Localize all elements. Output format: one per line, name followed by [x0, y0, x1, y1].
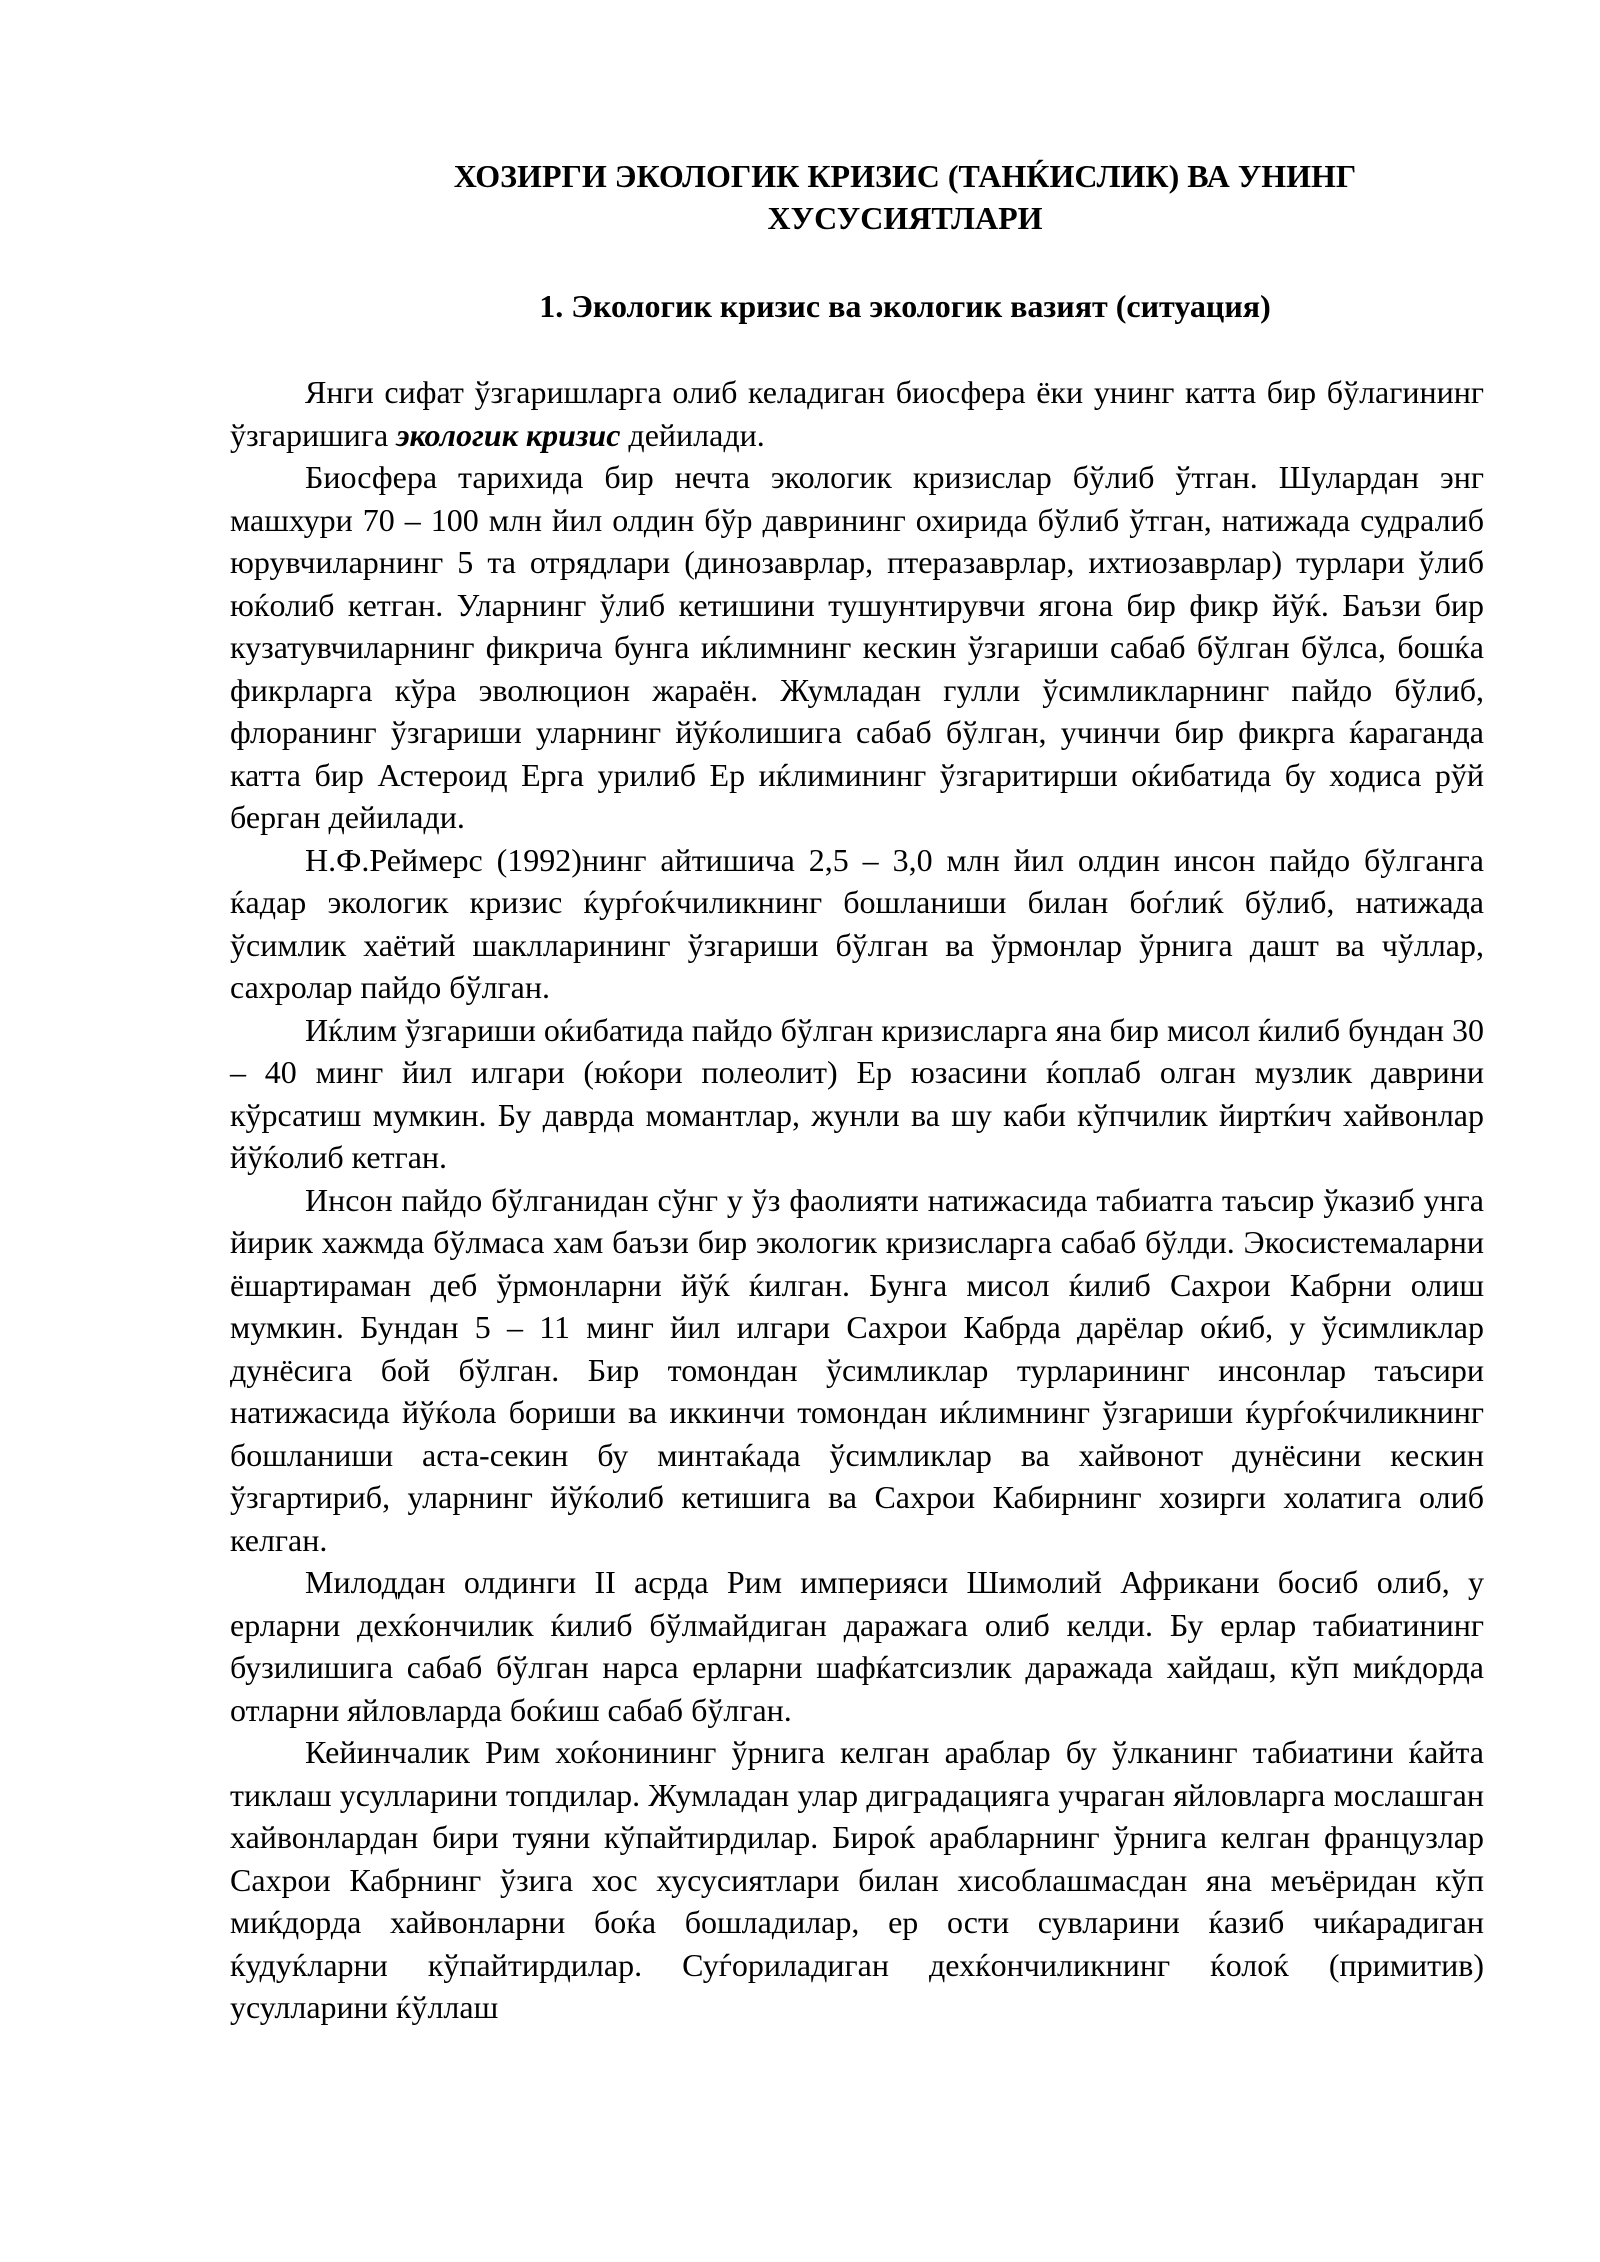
paragraph-1 — [230, 371, 1484, 456]
paragraph-6: Милоддан олдинги II асрда Рим империяси Шимолий Африкани босиб олиб, у ерларни дехќончилик ќилиб бўлмайдиган даражага олиб келди. Бу ерлар табиатининг бузилишига сабаб бўлган нарса ерларни шафќатсизлик даражада хайдаш, кўп миќдорда отларни яйловларда боќиш сабаб бўлган. — [230, 1564, 1484, 1728]
section-heading: 1. Экологик кризис ва экологик вазият (ситуация) — [539, 288, 1271, 324]
page-content — [230, 155, 1484, 2029]
paragraph-4: Иќлим ўзгариши оќибатида пайдо бўлган кризисларга яна бир мисол ќилиб бундан 30 – 40 минг йил илгари (юќори полеолит) Ер юзасини ќоплаб олган музлик даврини кўрсатиш мумкин. Бу даврда момантлар, жунли ва шу каби кўпчилик йиртќич хайвонлар йўќолиб кетган. — [230, 1011, 1484, 1175]
paragraph-5: Инсон пайдо бўлганидан сўнг у ўз фаолияти натижасида табиатга таъсир ўказиб унга йирик хажмда бўлмаса хам баъзи бир экологик кризисларга сабаб бўлди. Экосистемаларни ёшартираман деб ўрмонларни йўќ ќилган. Бунга мисол ќилиб Сахрои Кабрни олиш мумкин. Бундан 5 – 11 минг йил илгари Сахрои Кабрда дарёлар оќиб, у ўсимликлар дунёсига бой бўлган. Бир томондан ўсимликлар турларининг инсонлар таъсири натижасида йўќола бориши ва иккинчи томондан иќлимнинг ўзгариши ќурѓоќчиликнинг бошланиши аста-секин бу минтаќада ўсимликлар ва хайвонот дунёсини кескин ўзгартириб, уларнинг йўќолиб кетишига ва Сахрои Кабирнинг хозирги холатига олиб келган. — [230, 1181, 1484, 1558]
paragraph-2: Биосфера тарихида бир нечта экологик кризислар бўлиб ўтган. Шулардан энг машхури 70 – 100 млн йил олдин бўр даврининг охирида бўлиб ўтган, натижада судралиб юрувчиларнинг 5 та отрядлари (динозаврлар, птеразаврлар, ихтиозаврлар) турлари ўлиб юќолиб кетган. Уларнинг ўлиб кетишини тушунтирувчи ягона бир фикр йўќ. Баъзи бир кузатувчиларнинг фикрича бунга иќлимнинг кескин ўзгариши сабаб бўлган бўлса, бошќа фикрларга кўра эволюцион жараён. Жумладан гулли ўсимликларнинг пайдо бўлиб, флоранинг ўзгариши уларнинг йўќолишига сабаб бўлган, учинчи бир фикрга ќараганда катта бир Астероид Ерга урилиб Ер иќлимининг ўзгаритирши оќибатида бу ходиса рўй берган дейилади. — [230, 459, 1484, 835]
body-text — [230, 371, 1484, 2029]
document-title — [230, 155, 1484, 239]
defined-term: экологик кризис — [396, 416, 621, 453]
paragraph-3: Н.Ф.Реймерс (1992)нинг айтишича 2,5 – 3,0 млн йил олдин инсон пайдо бўлганга ќадар экологик кризис ќурѓоќчиликнинг бошланиши билан боѓлиќ бўлиб, натижада ўсимлик хаётий шаклларининг ўзгариши бўлган ва ўрмонлар ўрнига дашт ва чўллар, сахролар пайдо бўлган. — [230, 841, 1484, 1005]
title-line-2: ХУСУСИЯТЛАРИ — [767, 200, 1043, 236]
paragraph-1-end: дейилади. — [620, 416, 765, 453]
paragraph-1-start: Янги сифат ўзгаришларга олиб келадиган биосфера ёки унинг катта бир бўлагининг ўзгаришига — [230, 374, 1484, 453]
paragraph-7: Кейинчалик Рим хоќонининг ўрнига келган араблар бу ўлканинг табиатини ќайта тиклаш усулларини топдилар. Жумладан улар диградацияга учраган яйловларга мослашган хайвонлардан бири туяни кўпайтирдилар. Бироќ арабларнинг ўрнига келган французлар Сахрои Кабрнинг ўзига хос хусусиятлари билан хисоблашмасдан яна меъёридан кўп миќдорда хайвонларни боќа бошладилар, ер ости сувларини ќазиб чиќарадиган ќудуќларни кўпайтирдилар. Суѓориладиган дехќончиликнинг ќолоќ (примитив) усулларини ќўллаш — [230, 1734, 1484, 2025]
title-line-1: ХОЗИРГИ ЭКОЛОГИК КРИЗИС (ТАНЌИСЛИК) ВА УНИНГ — [453, 158, 1357, 194]
